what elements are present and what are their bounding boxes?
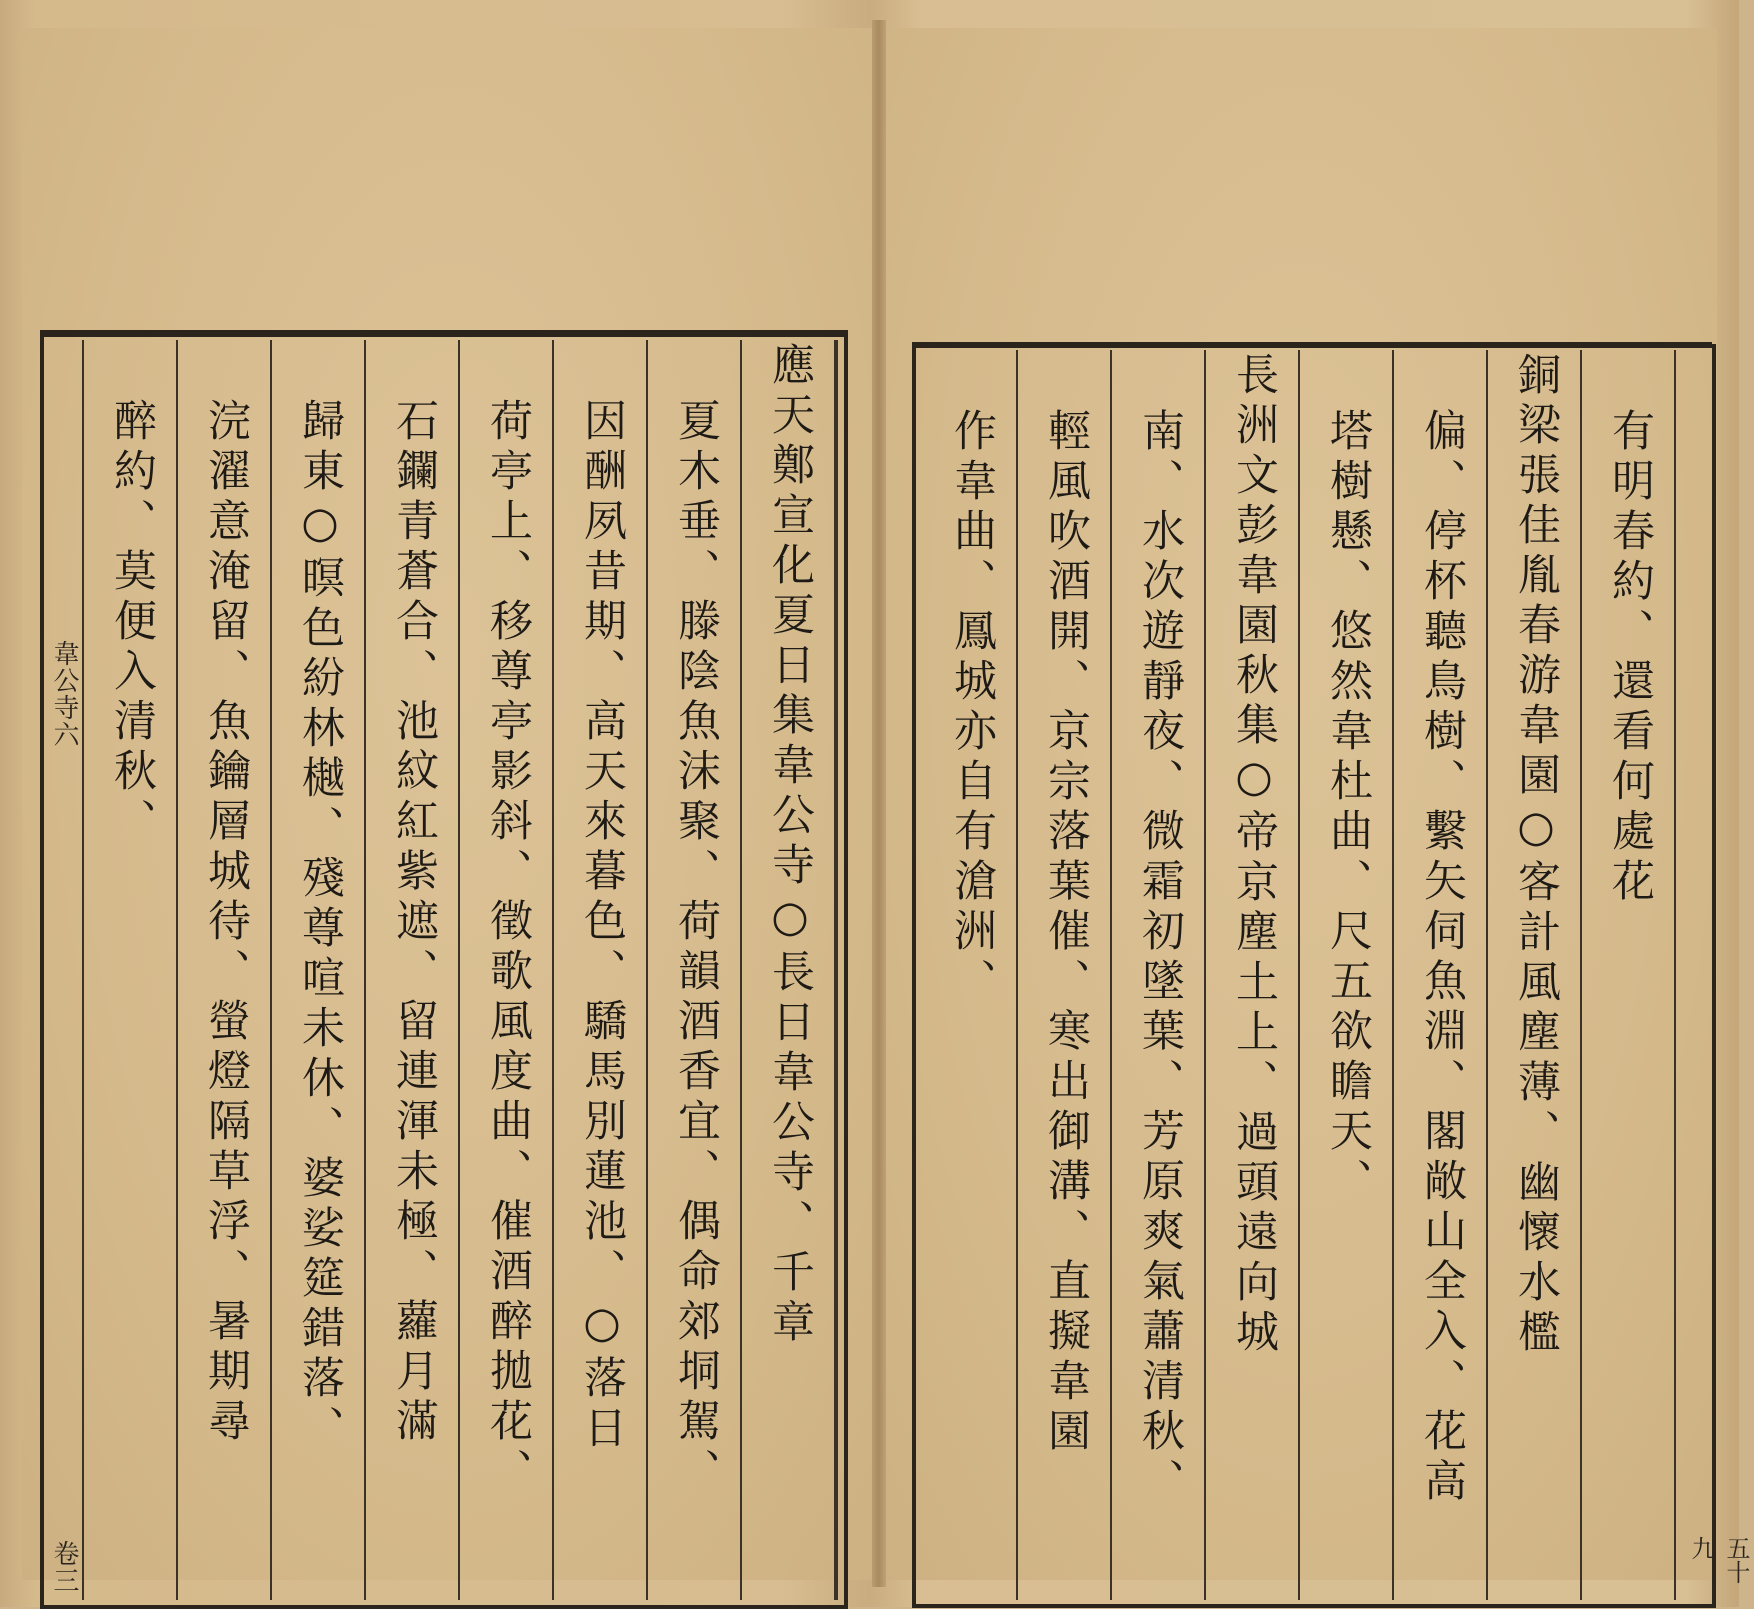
column-rule	[1674, 350, 1676, 1600]
column-rule	[834, 340, 838, 1600]
text-column: 有明春約、還看何處花	[1605, 408, 1655, 908]
text-column: 荷亭上、移尊亭影斜、徵歌風度曲、催酒醉拋花、	[483, 398, 533, 1498]
column-rule	[1580, 350, 1582, 1600]
column-rule	[1110, 350, 1112, 1600]
column-rule	[1016, 350, 1018, 1600]
volume-mark: 卷三	[49, 1540, 79, 1594]
text-column: 歸東○暝色紛林樾、殘尊喧未休、婆娑筵錯落、	[295, 398, 345, 1455]
text-column: 輕風吹酒開、京宗落葉催、寒出御溝、直擬韋園	[1041, 408, 1091, 1458]
text-column: 南、水次遊靜夜、微霜初墜葉、芳原爽氣蕭清秋、	[1135, 408, 1185, 1508]
text-column: 夏木垂、滕陰魚沫聚、荷韻酒香宜、偶命郊垌駕、	[671, 398, 721, 1498]
text-column: 作韋曲、鳳城亦自有滄洲、	[947, 408, 997, 1008]
column-rule	[1298, 350, 1300, 1600]
column-rule	[740, 340, 742, 1600]
text-column: 應天鄭宣化夏日集韋公寺○長日韋公寺、千章	[765, 342, 815, 1349]
text-column: 浣濯意淹留、魚鑰層城待、螢燈隔草浮、暑期尋	[201, 398, 251, 1448]
page-number: 五十九	[1687, 1536, 1750, 1584]
column-rule	[270, 340, 272, 1600]
column-rule	[82, 340, 84, 1600]
text-column: 石鑭青蒼合、池紋紅紫遮、留連渾未極、蘿月滿	[389, 398, 439, 1448]
right-page-top-rule	[912, 342, 1712, 345]
column-rule	[176, 340, 178, 1600]
left-page-top-rule	[40, 330, 848, 333]
column-rule	[364, 340, 366, 1600]
column-rule	[1392, 350, 1394, 1600]
margin-title: 韋公寺六	[49, 640, 79, 748]
text-column: 因酬夙昔期、高天來暮色、驕馬別蓮池、○落日	[577, 398, 627, 1455]
column-rule	[458, 340, 460, 1600]
column-rule	[1486, 350, 1488, 1600]
text-column: 塔樹懸、悠然韋杜曲、尺五欲瞻天、	[1323, 408, 1373, 1208]
text-column: 長洲文彭韋園秋集○帝京塵土上、過頭遠向城	[1229, 352, 1279, 1359]
column-rule	[552, 340, 554, 1600]
column-rule	[1204, 350, 1206, 1600]
text-column: 醉約、莫便入清秋、	[107, 398, 157, 848]
book-spine	[872, 20, 886, 1587]
column-rule	[646, 340, 648, 1600]
text-column: 銅梁張佳胤春游韋園○客計風塵薄、幽懷水檻	[1511, 352, 1561, 1359]
text-column: 偏、停杯聽鳥樹、繫矢伺魚淵、閣敞山全入、花高	[1417, 408, 1467, 1508]
